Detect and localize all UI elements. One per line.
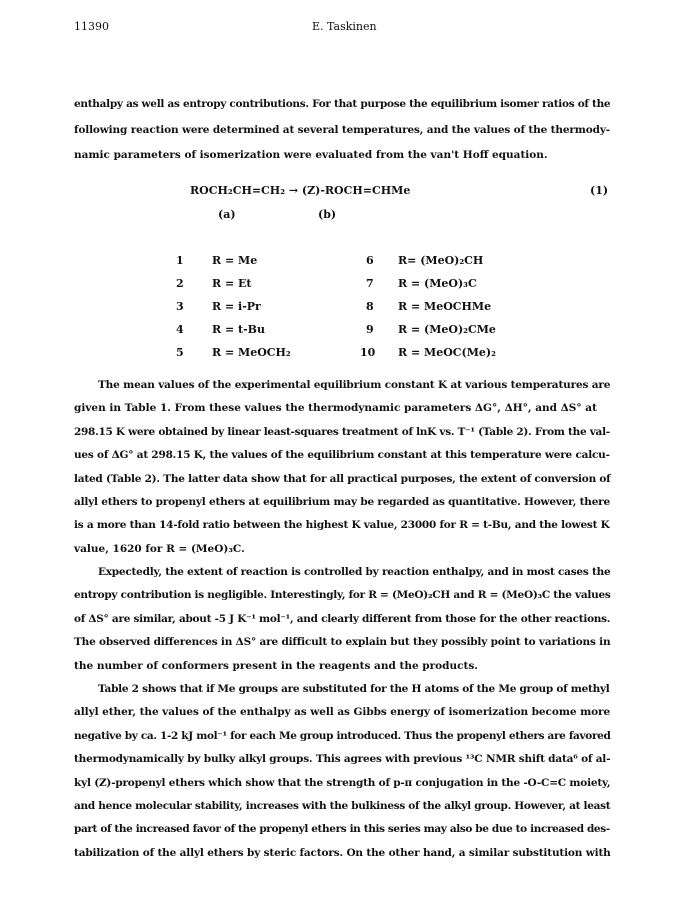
page-number: 11390 bbox=[74, 20, 109, 33]
text-line: of ΔS° are similar, about -5 J K⁻¹ mol⁻¹, and clearly different from those for the other reactions. bbox=[74, 612, 611, 625]
label-b: (b) bbox=[318, 208, 337, 221]
paragraph-intro bbox=[74, 92, 610, 169]
text-line: value, 1620 for R = (MeO)₃C. bbox=[74, 542, 245, 555]
compound-number: 8 bbox=[366, 300, 374, 313]
text-line: enthalpy as well as entropy contributions. For that purpose the equilibrium isomer ratios of the bbox=[74, 98, 611, 110]
text-line: ues of ΔG° at 298.15 K, the values of the equilibrium constant at this temperature were calcu- bbox=[74, 449, 610, 462]
compound-definition: R = Et bbox=[212, 277, 252, 290]
compound-number: 10 bbox=[360, 346, 376, 359]
compound-number: 3 bbox=[176, 300, 184, 313]
compound-number: 7 bbox=[366, 277, 374, 290]
text-line: kyl (Z)-propenyl ethers which show that the strength of p-π conjugation in the -O-C=C moiety, bbox=[74, 776, 611, 789]
text-line: following reaction were determined at several temperatures, and the values of the thermody- bbox=[74, 123, 610, 136]
text-line: tabilization of the allyl ethers by steric factors. On the other hand, a similar substitution with bbox=[74, 846, 611, 859]
text-line: namic parameters of isomerization were evaluated from the van't Hoff equation. bbox=[74, 149, 548, 161]
paragraph-results bbox=[74, 374, 610, 561]
text-line: negative by ca. 1-2 kJ mol⁻¹ for each Me group introduced. Thus the propenyl ethers are favored bbox=[74, 729, 611, 742]
text-line: lated (Table 2). The latter data show that for all practical purposes, the extent of conversion of bbox=[74, 472, 611, 485]
text-line: is a more than 14-fold ratio between the highest K value, 23000 for R = t-Bu, and the lowest K bbox=[74, 519, 610, 532]
compound-definition: R = (MeO)₂CMe bbox=[398, 323, 496, 336]
compound-definition: R = MeOCHMe bbox=[398, 300, 492, 313]
compound-definition: R = t-Bu bbox=[212, 323, 265, 336]
running-head-author: E. Taskinen bbox=[312, 20, 377, 33]
paragraph-entropy bbox=[74, 561, 610, 678]
equation-number: (1) bbox=[590, 184, 609, 197]
text-line: Expectedly, the extent of reaction is controlled by reaction enthalpy, and in most cases the bbox=[98, 566, 611, 578]
label-a: (a) bbox=[218, 208, 236, 221]
compound-number: 6 bbox=[366, 254, 374, 267]
text-line: The mean values of the experimental equilibrium constant K at various temperatures are bbox=[98, 379, 611, 391]
compound-definition: R = MeOC(Me)₂ bbox=[398, 346, 496, 359]
text-line: and hence molecular stability, increases with the bulkiness of the alkyl group. However, at least bbox=[74, 800, 611, 813]
compound-number: 9 bbox=[366, 323, 374, 336]
text-line: The observed differences in ΔS° are difficult to explain but they possibly point to variations in bbox=[74, 636, 611, 649]
compound-definition: R = i-Pr bbox=[212, 300, 261, 313]
text-line: entropy contribution is negligible. Interestingly, for R = (MeO)₂CH and R = (MeO)₃C the values bbox=[74, 589, 611, 602]
reaction-equation: ROCH₂CH=CH₂ → (Z)-ROCH=CHMe bbox=[190, 184, 411, 197]
text-line: allyl ethers to propenyl ethers at equilibrium may be regarded as quantitative. However, there bbox=[74, 496, 610, 509]
compound-number: 5 bbox=[176, 346, 184, 359]
text-line: thermodynamically by bulky alkyl groups. This agrees with previous ¹³C NMR shift data⁶ of al- bbox=[74, 753, 611, 766]
text-line: given in Table 1. From these values the thermodynamic parameters ΔG°, ΔH°, and ΔS° at bbox=[74, 402, 597, 415]
compound-number: 2 bbox=[176, 277, 184, 290]
compound-number: 1 bbox=[176, 254, 184, 267]
text-line: allyl ether, the values of the enthalpy as well as Gibbs energy of isomerization become more bbox=[74, 706, 611, 719]
compound-definition: R = Me bbox=[212, 254, 258, 267]
compound-definition: R = MeOCH₂ bbox=[212, 346, 291, 359]
compound-definition: R= (MeO)₂CH bbox=[398, 254, 484, 267]
compound-definition: R = (MeO)₃C bbox=[398, 277, 477, 290]
text-line: the number of conformers present in the reagents and the products. bbox=[74, 659, 478, 672]
text-line: part of the increased favor of the propenyl ethers in this series may also be due to increased des- bbox=[74, 823, 610, 836]
text-line: 298.15 K were obtained by linear least-squares treatment of lnK vs. T⁻¹ (Table 2). From the val- bbox=[74, 425, 610, 438]
compound-number: 4 bbox=[176, 323, 184, 336]
text-line: Table 2 shows that if Me groups are substituted for the H atoms of the Me group of methyl bbox=[98, 683, 610, 695]
paragraph-substitution bbox=[74, 678, 610, 865]
